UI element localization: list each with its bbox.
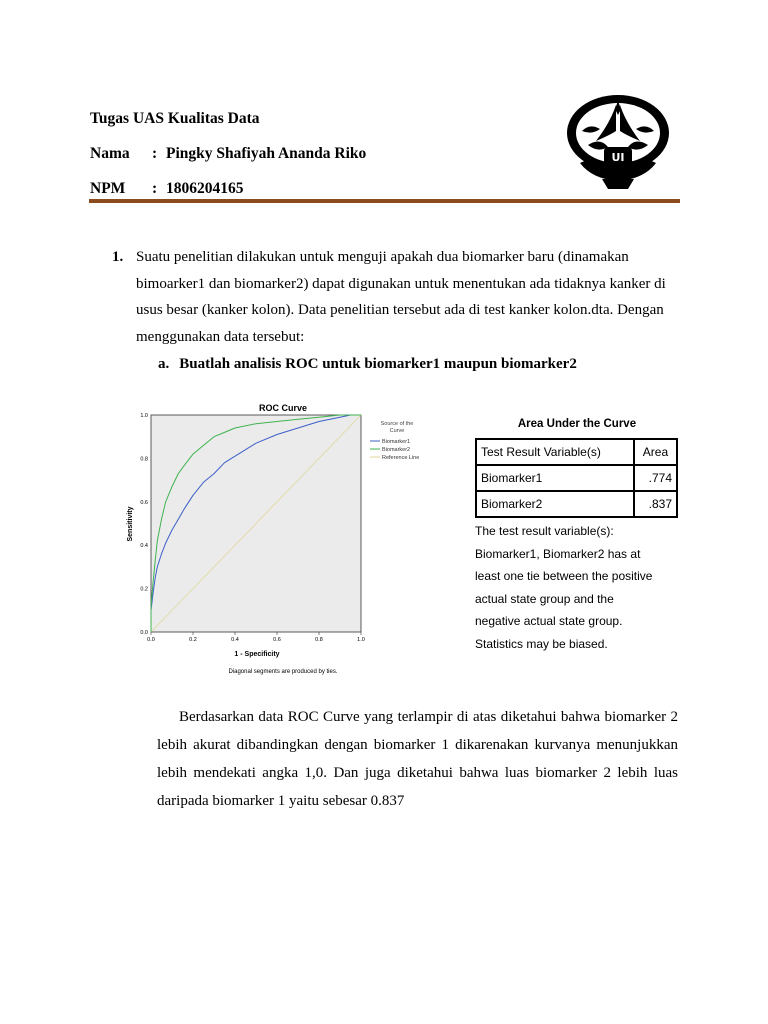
x-tick-label: 1.0	[357, 637, 365, 643]
header-divider	[89, 199, 680, 203]
name-label: Nama	[90, 145, 130, 162]
document-title: Tugas UAS Kualitas Data	[90, 110, 260, 127]
table-row	[476, 491, 677, 517]
question-line-4: menggunakan data tersebut:	[136, 328, 305, 345]
x-tick-label: 0.8	[315, 637, 323, 643]
analysis-text: Berdasarkan data ROC Curve yang terlampir di atas diketahui bahwa biomarker 2 lebih akurat dibandingkan dengan biomarker 1 dikarenakan kurvanya menunjukkan lebih mendekati angka 1,0. Dan juga diketahui bahwa luas biomarker 2 lebih luas daripada biomarker 1 yaitu sebesar 0.837	[157, 709, 678, 809]
npm-value: 1806204165	[166, 180, 244, 197]
question-number: 1.	[112, 249, 124, 265]
x-tick-label: 0.6	[273, 637, 281, 643]
name-colon: :	[152, 145, 158, 162]
y-tick-label: 0.0	[140, 630, 148, 636]
x-axis-label: 1 - Specificity	[234, 651, 280, 658]
y-tick-label: 0.8	[140, 456, 148, 463]
auc-title: Area Under the Curve	[517, 418, 637, 430]
y-tick-label: 0.2	[140, 586, 148, 593]
y-tick-label: 0.6	[140, 499, 148, 506]
auc-row-area: .837	[634, 491, 677, 517]
question-line-3: usus besar (kanker kolon). Data penelitian tersebut ada di test kanker kolon.dta. Dengan	[136, 302, 664, 319]
auc-note-line: The test result variable(s):	[475, 524, 614, 538]
legend-title: Source of the	[380, 421, 414, 427]
auc-note-line: Statistics may be biased.	[475, 636, 608, 651]
x-tick-label: 0.2	[189, 637, 197, 643]
auc-header-variable: Test Result Variable(s)	[476, 439, 634, 465]
x-tick-label: 0.4	[231, 637, 239, 643]
auc-header-area: Area	[634, 439, 677, 465]
chart-legend	[370, 421, 419, 461]
legend-label-reference: Reference Line	[382, 455, 420, 461]
x-tick-label: 0.0	[147, 637, 155, 643]
auc-note-line: negative actual state group.	[475, 614, 623, 628]
chart-footnote: Diagonal segments are produced by ties.	[228, 669, 338, 675]
npm-colon: :	[152, 180, 158, 197]
sub-question-a	[158, 351, 587, 378]
chart-title: ROC Curve	[258, 403, 308, 413]
auc-header-row	[476, 439, 677, 465]
y-tick-label: 0.4	[140, 543, 148, 550]
npm-label: NPM	[90, 180, 126, 197]
question-line-2: bimoarker1 dan biomarker2) dapat digunakan untuk menentukan ada tidaknya kanker di	[136, 275, 666, 292]
auc-row-name: Biomarker1	[476, 465, 634, 491]
auc-row-name: Biomarker2	[476, 491, 634, 517]
logo-lettering: UI	[611, 151, 625, 164]
question-text	[136, 244, 677, 350]
legend-label-biomarker2: Biomarker2	[382, 447, 411, 453]
auc-table	[475, 438, 678, 518]
auc-note-line: actual state group and the	[475, 591, 614, 606]
sub-question-letter: a.	[158, 356, 170, 372]
auc-notes	[475, 520, 679, 655]
university-logo	[566, 93, 670, 191]
y-axis-label: Sensitivity	[127, 506, 134, 542]
student-name: Pingky Shafiyah Ananda Riko	[166, 145, 367, 162]
legend-title-2: Curve	[389, 428, 405, 434]
y-tick-label: 1.0	[140, 413, 148, 419]
auc-note-line: Biomarker1, Biomarker2 has at	[475, 546, 641, 561]
auc-panel	[475, 418, 679, 655]
analysis-paragraph	[157, 703, 678, 815]
sub-question-text: Buatlah analisis ROC untuk biomarker1 maupun biomarker2	[179, 356, 577, 372]
auc-row-area: .774	[634, 465, 677, 491]
auc-note-line: least one tie between the positive	[475, 569, 653, 583]
roc-chart	[120, 398, 440, 680]
table-row	[476, 465, 677, 491]
legend-label-biomarker1: Biomarker1	[382, 439, 411, 445]
question-line-1: Suatu penelitian dilakukan untuk menguji apakah dua biomarker baru (dinamakan	[136, 249, 629, 265]
